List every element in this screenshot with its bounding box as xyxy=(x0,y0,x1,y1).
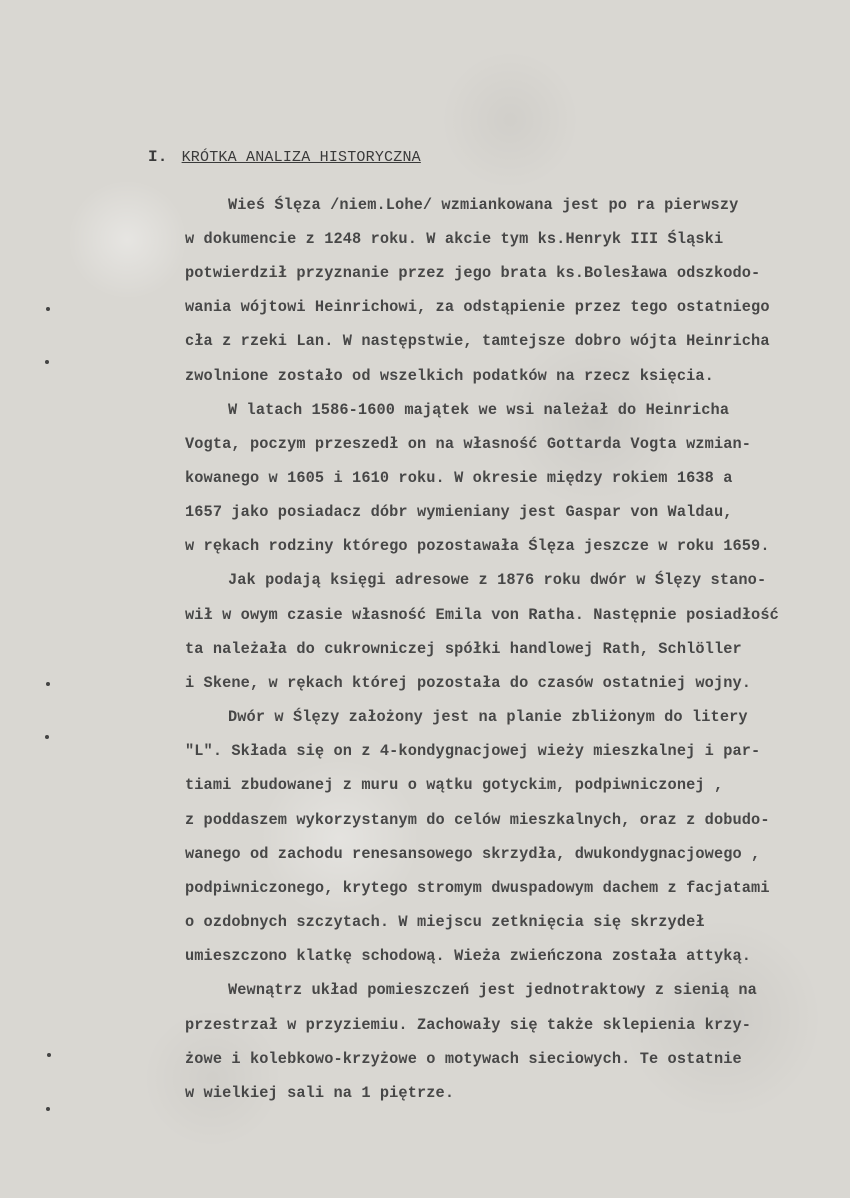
text-line: o ozdobnych szczytach. W miejscu zetknięcia się skrzydeł xyxy=(185,913,705,931)
text-line: potwierdził przyznanie przez jego brata ks.Bolesława odszkodo- xyxy=(185,264,761,282)
text-line: w dokumencie z 1248 roku. W akcie tym ks.Henryk III Śląski xyxy=(185,230,724,248)
text-line: kowanego w 1605 i 1610 roku. W okresie między rokiem 1638 a xyxy=(185,469,733,487)
text-line: ta należała do cukrowniczej spółki handlowej Rath, Schlöller xyxy=(185,640,742,658)
text-line: podpiwniczonego, krytego stromym dwuspadowym dachem z facjatami xyxy=(185,879,770,897)
margin-mark xyxy=(46,307,50,311)
text-line: Vogta, poczym przeszedł on na własność Gottarda Vogta wzmian- xyxy=(185,435,752,453)
text-line: z poddaszem wykorzystanym do celów mieszkalnych, oraz z dobudo- xyxy=(185,811,770,829)
text-line: "L". Składa się on z 4-kondygnacjowej wieży mieszkalnej i par- xyxy=(185,742,761,760)
text-line: 1657 jako posiadacz dóbr wymieniany jest Gaspar von Waldau, xyxy=(185,503,733,521)
text-line: żowe i kolebkowo-krzyżowe o motywach sieciowych. Te ostatnie xyxy=(185,1050,742,1068)
margin-mark xyxy=(45,360,49,364)
text-line: umieszczono klatkę schodową. Wieża zwieńczona została attyką. xyxy=(185,947,752,965)
text-line: Wieś Ślęza /niem.Lohe/ wzmiankowana jest po ra pierwszy xyxy=(228,196,739,214)
text-line: zwolnione zostało od wszelkich podatków na rzecz księcia. xyxy=(185,367,714,385)
text-line: cła z rzeki Lan. W następstwie, tamtejsze dobro wójta Heinricha xyxy=(185,332,770,350)
text-line: W latach 1586-1600 majątek we wsi należał do Heinricha xyxy=(228,401,730,419)
section-heading xyxy=(148,148,421,166)
margin-mark xyxy=(46,682,50,686)
text-line: w rękach rodziny którego pozostawała Ślęza jeszcze w roku 1659. xyxy=(185,537,770,555)
text-line: tiami zbudowanej z muru o wątku gotyckim, podpiwniczonej , xyxy=(185,776,724,794)
text-line: i Skene, w rękach której pozostała do czasów ostatniej wojny. xyxy=(185,674,752,692)
text-line: wanego od zachodu renesansowego skrzydła, dwukondygnacjowego , xyxy=(185,845,761,863)
text-line: Dwór w Ślęzy założony jest na planie zbliżonym do litery xyxy=(228,708,748,726)
text-line: Wewnątrz układ pomieszczeń jest jednotraktowy z sienią na xyxy=(228,981,757,999)
text-line: Jak podają księgi adresowe z 1876 roku dwór w Ślęzy stano- xyxy=(228,571,767,589)
text-line: wania wójtowi Heinrichowi, za odstąpienie przez tego ostatniego xyxy=(185,298,770,316)
margin-mark xyxy=(45,735,49,739)
text-line: wił w owym czasie własność Emila von Ratha. Następnie posiadłość xyxy=(185,606,779,624)
section-title: KRÓTKA ANALIZA HISTORYCZNA xyxy=(181,149,421,166)
section-number: I. xyxy=(148,148,168,166)
text-line: przestrzał w przyziemiu. Zachowały się także sklepienia krzy- xyxy=(185,1016,752,1034)
margin-mark xyxy=(47,1053,51,1057)
text-line: w wielkiej sali na 1 piętrze. xyxy=(185,1084,455,1102)
margin-mark xyxy=(46,1107,50,1111)
